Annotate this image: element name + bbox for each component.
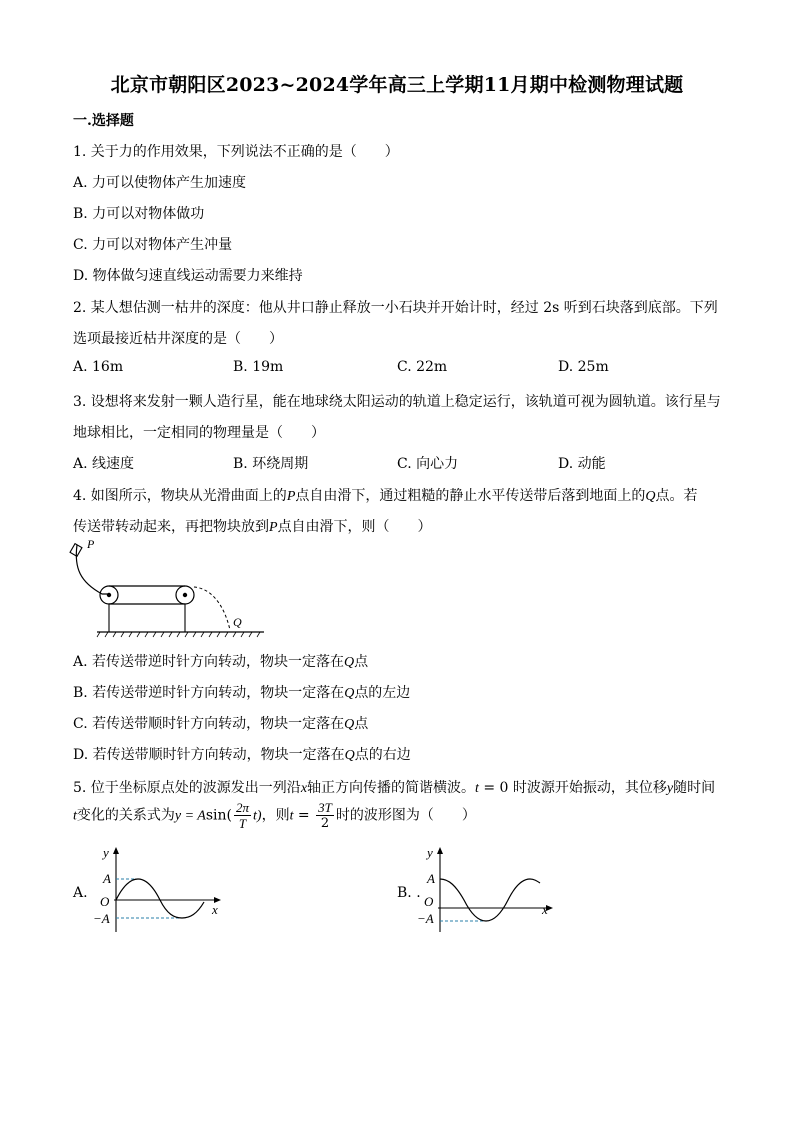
q5-graph-a — [90, 842, 230, 938]
q2-option-a: A. 16m — [73, 359, 124, 375]
conveyor-belt-figure — [68, 538, 268, 640]
q5-graph-b — [414, 842, 564, 938]
label-p: P — [87, 538, 95, 551]
q5-stem-line2: t变化的关系式为y = Asin( $\frac{2\pi}{T}$ t)，则t = $\frac{3T}{2}$ 时的波形图为（ ） — [73, 800, 476, 831]
q1-stem: 1. 关于力的作用效果，下列说法不正确的是（ ） — [73, 144, 399, 160]
q4-stem-line1: 4. 如图所示，物块从光滑曲面上的P点自由滑下，通过粗糙的静止水平传送带后落到地面上的Q点。若 — [73, 488, 698, 504]
q3-stem-line2: 地球相比，一定相同的物理量是（ ） — [73, 425, 325, 441]
q2-stem-line2: 选项最接近枯井深度的是（ ） — [73, 331, 283, 347]
q2-option-b: B. 19m — [233, 359, 284, 375]
q1-option-d: D. 物体做匀速直线运动需要力来维持 — [73, 268, 303, 284]
svg-text:y: y — [427, 845, 433, 860]
svg-text:x: x — [542, 902, 548, 917]
svg-text:y: y — [103, 845, 109, 860]
q3-stem-line1: 3. 设想将来发射一颗人造行星，能在地球绕太阳运动的轨道上稳定运行，该轨道可视为圆轨道。该行星与 — [73, 394, 721, 410]
svg-text:O: O — [100, 894, 110, 909]
fraction-2pi-over-t: $\frac{2\pi}{T}$ — [236, 800, 250, 831]
q4-option-c: C. 若传送带顺时针方向转动，物块一定落在Q点 — [73, 716, 369, 732]
trajectory — [194, 587, 230, 630]
svg-text:−A: −A — [93, 911, 110, 926]
wave-a — [116, 879, 204, 918]
q5-option-b-label: B. . — [397, 885, 421, 901]
q3-option-c: C. 向心力 — [397, 456, 459, 472]
q1-option-a: A. 力可以使物体产生加速度 — [73, 175, 247, 191]
q4-option-d: D. 若传送带顺时针方向转动，物块一定落在Q点的右边 — [73, 747, 411, 763]
svg-text:−A: −A — [417, 911, 434, 926]
q4-stem-line2: 传送带转动起来，再把物块放到P点自由滑下，则（ ） — [73, 519, 432, 535]
q1-option-b: B. 力可以对物体做功 — [73, 206, 205, 222]
fraction-3t-over-2: $\frac{3T}{2}$ — [318, 800, 332, 831]
q4-option-a: A. 若传送带逆时针方向转动，物块一定落在Q点 — [73, 654, 369, 670]
page-title: 北京市朝阳区2023~2024学年高三上学期11月期中检测物理试题 — [110, 74, 684, 96]
q1-option-c: C. 力可以对物体产生冲量 — [73, 237, 233, 253]
q2-option-c: C. 22m — [397, 359, 448, 375]
q5-option-a-label: A. — [73, 885, 88, 901]
q3-option-d: D. 动能 — [558, 456, 606, 472]
svg-text:A: A — [427, 871, 435, 886]
q2-option-d: D. 25m — [558, 359, 609, 375]
q3-option-b: B. 环绕周期 — [233, 456, 309, 472]
svg-text:A: A — [103, 871, 111, 886]
section-heading: 一.选择题 — [73, 113, 134, 129]
q2-stem-line1: 2. 某人想估测一枯井的深度：他从井口静止释放一小石块并开始计时，经过 2s 听到石块落到底部。下列 — [73, 300, 718, 316]
curved-slide — [76, 545, 109, 594]
label-q: Q — [233, 615, 242, 629]
wave-b — [440, 879, 540, 921]
q3-option-a: A. 线速度 — [73, 456, 135, 472]
svg-text:x: x — [212, 902, 218, 917]
q5-stem-line1: 5. 位于坐标原点处的波源发出一列沿x轴正方向传播的简谐横波。t = 0 时波源开始振动，其位移y随时间 — [73, 780, 716, 796]
svg-text:O: O — [424, 894, 434, 909]
q4-option-b: B. 若传送带逆时针方向转动，物块一定落在Q点的左边 — [73, 685, 411, 701]
